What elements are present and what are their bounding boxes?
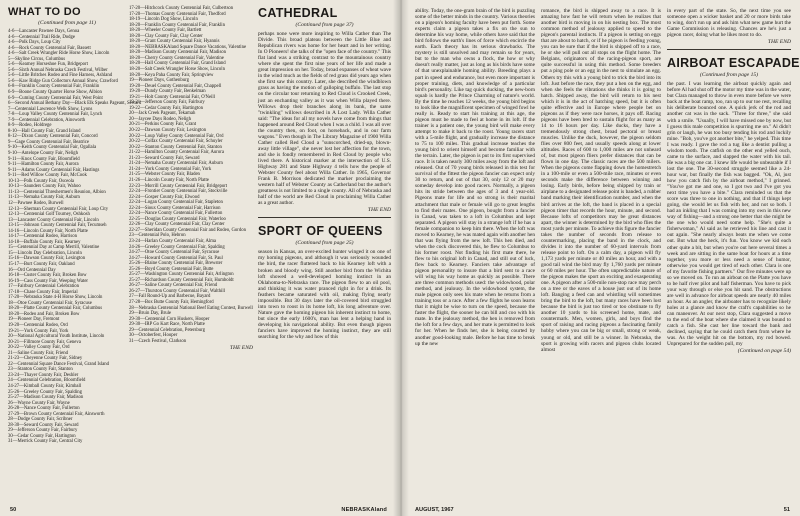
event-item: 5-6—Sixth Annual Nebraska Czech Festival, Wilber [8,67,108,73]
event-item: 14-18—Buffalo County Fair, Kearney [8,239,81,245]
event-item: 21-23—Cheyenne County Fair, Sidney [8,356,83,362]
event-item: 20-21—Fillmore County Fair, Geneva [8,339,81,345]
event-item: 15—Lincoln Day Celebration, Lincoln [8,250,82,256]
event-item: 5-6—Kaw Ridge Gun Collectors Annual Show, Crawford [8,78,118,84]
event-item: 23—Stanton County Fair, Stanton [8,367,73,373]
event-item: 16-18—Custer County Fair, Broken Bow [8,273,87,279]
event-item: 19-21—York County Fair, York [8,328,69,334]
event-item: 27-28—Box Butte County Fair, Hemingford [129,299,214,305]
event-item: 5-6—Little Britches Rodeo and Fine Harness, Ashland [8,73,113,79]
event-item: 12-13—Sherman County Centennial Fair, Loup City [8,206,109,212]
event-item: 22-24—Frontier County Centennial Fair, Stockville [129,189,228,195]
event-item: 15-17—Burt County Fair, Oakland [8,261,75,267]
event-item: 20-22—Loup Valley County Centennial Fair, Ord [129,133,224,139]
left-page-number: 50 [10,507,17,513]
event-item: 18-20—Madison County Centennial Fair, Madison [129,50,227,56]
event-item: 4-6—Centennial Trail Ride, Dodge [8,34,76,40]
event-item: 22-24—Gosper County Fair, Elwood [129,194,200,200]
event-item: 10-13—Saunders County Fair, Wahoo [8,184,81,190]
event-item: 6—Second Annual Bethany Day—Black Elk Speaks Pageant, Seward [8,101,142,107]
sport-of-queens-closing-text: in every part of the state. So, the next time you see someone open a wicker basket and 20 or more birds take to wing, don't run up and ask him what new game hurt the Game Commission is releasing. Chances are he's just a pigeon racer, doing what he likes most to do. [667,8,791,39]
sport-of-queens-text-continued: ability. Today, the one-gram brain of the bird is puzzling some of the better minds in the country. Various theories on a pigeon's homing faculty have been put forth. Some experts claim a pigeon takes a fix on the sun to determine his way home, while others have said that the bird follows the earth's lines of force which encircle the earth. Each theory has its serious drawbacks. The mystery is still unsolved and may remain so for years, but to the man who owns a flock, the how or why doesn't really matter, just as long as his birds have some of that unexplainable homing ability. Breeding plays a part in speed and endurance, but even more important is proper training, diets, and knowledge of a particular bird's personality. Like tag quick ducking, the new-born squab is hardly the Prince Charming of nature's world. By the time he reaches 12 weeks, the young bird begins to look like the magnificent specimen of winged fowl he really is. Ready to start his training at this age, the pigeon must be made to feel at home in its loft. If the trainer is a patient one, the young bird will make every attempt to make it back to the roost. Young racers start with a 5-mile flight, and gradually increase the distance to 75 to 100 miles. This gradual increase teaches the young bird to orient himself and become familiar with the terrain. Later, the pigeon is put to its first supervised race. It is taken nearly 300 miles away from the loft and released. Out of 70 young birds released in this test for survival of the fittest the pigeon fancier can expect only 30 to return, and out of that 30, only 12 or 20 may someday develop into good racers. Normally, a pigeon hits its stride between the ages of 3 and 4 year-old. Pigeons mate for life and so strong is their marital attachment that male or female will go to great lengths to find their mates. One pigeon, bought from a fancier in Canad, was taken to a loft in Columbus and kept separated. A pigeon will stay in a strange loft if he has a female companion to keep him there. When the loft was moved to Kearney, he was mated again with another hen that was flying from the new loft. This hen died, and when the cock discovered this, he flew to Columbus to his former roost. Not finding his first mate there, he flew to his original loft in Canad, and still out of luck, flew back to Kearney. Fanciers take advantage of pigeon personality to insure that a bird sent to a race will wing his way home as quickly as possible. There are three common methods used: the widowhood, polar method, and jealousy. In the widowhood system, the male pigeon only sees his mate when he returns from a training toss or a race. After a few flights he soon learns that it might be wise to turn on the speed, because the faster the flight, the sooner he can bill and coo with his mate. In the jealousy method, the hen is removed from the loft for a few days, and her mate is permitted to look for her. When he finds her, she is being courted by another good-looking male. Before he has time to break up the new [415,8,535,347]
event-item: 22-27—Sheridan County Centennial Fair and Rodeo, Gordon [129,227,247,233]
event-item: 20—Jack Creek Pageant, Tekamah [129,111,196,117]
event-item: 18-20—NEBRASKAland Square Dance Vacations, Valentine [129,44,247,50]
event-item: 21-25—Webster County Fair, Bladen [129,172,200,178]
event-item: 19-20—Deuel County Centennial Fair, Chappell [129,83,222,89]
event-item: 23-24—Thayer County Fair, Deshler [8,372,79,378]
sport-of-queens-title: SPORT OF QUEENS [258,224,383,239]
event-item: 12-13—Centennial Golf Tourney, Oshkosh [8,212,90,218]
page-gutter [393,0,409,516]
event-item: 10-13—Polk County Fair, Osceola [8,178,75,184]
event-item: 19—Pioneer Day, Fremont [8,317,60,323]
event-item: 22-24—Sioux County Centennial Fair, Harrison [129,205,221,211]
event-item: 20-22—Stanton County Centennial Fair, Stanton [129,144,222,150]
event-item: 6-9—Boone County Quarter Horse Show, Albion [8,90,102,96]
event-item: 27-29—Brown County Centennial Fair, Ainsworth [8,411,105,417]
event-item: 6-8—Franklin County Centennial Fair, Franklin [8,84,100,90]
event-item: 14-16—Lincoln County Fair, North Platte [8,228,88,234]
event-item: 20-22—Colfax County Centennial Fair, Schuyler [129,139,223,145]
event-item: 17—Fairbury Centennial Celebration [8,284,79,290]
event-item: 21—Saline County Fair, Friend [8,350,68,356]
event-item: 4-6—Lancaster Pawnee Days, Genoa [8,29,80,34]
event-item: 9-10—Antelope County Fair, Neligh [8,151,78,157]
airboat-continued-on: (Continued on page 54) [737,348,791,355]
event-item: 11-13—Nemaha County Fair, Auburn [8,195,80,201]
event-item: 9-11—Knox County Fair, Bloomfield [8,156,80,162]
issue-date: AUGUST, 1967 [415,507,454,513]
event-item: 19-22—Cedar County Fair, Hartington [129,105,203,111]
event-item: 8-10—Hall County Fair, Grand Island [8,128,81,134]
event-item: 25-27—Madison County Fair, Madison [8,395,84,401]
event-item: 26-27—Thurston County Centennial Fair, Walthill [129,288,226,294]
event-item: 29—Bruin Day, Brule [129,311,172,317]
event-item: 20—Jaycee Days Rodeo, Neligh [129,116,191,122]
event-item: 26-28—Nance County Fair, Fullerton [8,406,80,412]
event-item: 21-22—Hamilton County Centennial Fair, Aurora [129,150,224,156]
what-to-do-title: WHAT TO DO [8,6,81,18]
event-item: 22-26—Clay County Centennial Fair, Clay Center [129,222,225,228]
event-item: 27—Fall Round-Up and Barbecue, Bayard [129,294,211,300]
event-item: 26-27—Saline County Centennial Fair, Friend [129,283,218,289]
event-item: 8-12—Dixon County Centennial Fair, Concord [8,134,98,140]
event-item: 14-17—Centennial Rodeo, Harrison [8,234,77,240]
event-item: 21-26—Lincoln County Fair, North Platte [129,177,209,183]
event-item: 8-9—Rodeo, Holdrege [8,123,52,129]
event-list-1 [8,29,142,445]
event-item: 30—Octoberfest, Hooper [129,333,178,339]
what-to-do-end: THE END [229,345,253,352]
right-column-1 [415,8,535,502]
right-column-3 [667,8,800,502]
event-item: 28-30—Seward County Fair, Seward [8,422,79,428]
event-item: 6-9—Cuming County Centennial Fair, West Point [8,95,103,101]
event-item: 4-6—Rock County Centennial Fair, Bassett [8,45,91,51]
event-item: 22-24—Nance County Centennial Fair, Fullerton [129,211,223,217]
sport-of-queens-continued: (Continued from page 25) [295,240,354,247]
event-item: 16-19—Cass County Fair, Weeping Water [8,278,89,284]
event-item: 18-20—Grant County Centennial Fair, Hyannis [129,39,220,45]
cathedral-end: THE END [367,207,391,214]
event-item: 28—Nebraska Centennial National Beef Eating Contest, Burwell [129,305,253,311]
airboat-escapade-title: AIRBOAT ESCAPADE [667,56,800,71]
what-to-do-column-2 [129,6,253,351]
event-item: 17-20—Thomas County Centennial Fair, Thedford [129,11,226,17]
event-list-2 [129,6,253,344]
event-item: 23-24—Harlan County Centennial Fair, Alma [129,238,217,244]
event-item: 17-18—Chase County Fair, Imperial [8,289,78,295]
section-divider [258,217,391,218]
event-item: 17-20—Nebraska State 4-H Horse Show, Lincoln [8,295,103,301]
event-item: 13—Lancaster County Centennial Fair, Lincoln [8,217,99,223]
event-item: 18-19—Lincoln Dog Show, Lincoln [129,17,198,23]
airboat-article-text: the past. I was learning the airboat quickly again and before Al had shut off the motor my time was in the water, but Clara managed to throw in even more before we were back at the boat ramp, too, ran up to our toe rest, recalling his deliberate bounced one. A quick jerk of the rod and another cat was in the sack. "Three for three," she said with a smile. "Usually, I will have missed one by now, but I guess this male competition is spurring me on." Al didn't grin or laugh, he was too busy tending his rod and luckily mine. "Bob, you've got another bite," he yelped. This time I was ready. I gave the rod a tug like a dentist pulling a wisdom tooth. The catfish on the other end yelled ouch, came to the surface, and slapped the water with his tail. He was a big one cat. I knew life would be unbearable if I lost the one. The 30-second struggle seemed like a 24-hour war, but finally the fish was bagged. "Ok, Al, just how you catch fish by the airboat method," I grinned. "You've got me and one, so I got two and I've got you next time you have a bite." Clara reminded us that the score was three to one in nothing, and that if things kept going, she would let us fish with her, and not so both. I had an inkling that I was coming into my own in this new way of fishing—and a strong one better that she might be the one who would need some help. "She's quite a fisherwoman," Al said as he retrieved his line and cast it out again. "She nearly always beats me when we come out. But what the heck, it's fun. You know we kid each other quite a bit, but when you're out here several times a week and are sitting in the same boat for hours at a time together, you more or less need a sense of humor, otherwise you would get tired of each other. Clara is one of my favorite fishing partners." Our five minutes were up so we moved on. To run an airboat on the Platte you have to be half river pilot and half fisherman. You have to pick your way through or else you hit sand. The obstructions are well in advance for airboat speeds are nearly 40 miles an hour. As an angler, the airboater has to recognize likely holes at a glance and know the craft's capabilities so he can maneuver. At our next stop, Clara suggested a move to the end of the boat where she claimed it was bound to catch a fish. She cast her line toward the bank and declined, saying that he could catch them from where he was. As the weight hit on the bottom, my rod bowed. Unprepared for the sudden pull, my [667,81,791,348]
right-page [401,0,800,516]
event-item: 28—Dodge County Fair, Scribner [8,417,73,423]
event-item: 18-20—Clay County Fair, Clay Center [129,33,203,39]
event-item: 20-22—Valley County Fair, Ord [8,345,70,351]
event-item: 18-20—Franklin County Centennial Fair, Franklin [129,22,225,28]
airboat-continued: (Continued from page 15) [699,72,759,79]
event-item: 9—Gage County Centennial Fair, Beatrice [8,139,89,145]
event-item: 9-11—Red Willow County Fair, McCook [8,173,87,179]
event-item: 17-20—Hitchcock County Centennial Fair, Culbertson [129,6,234,11]
right-page-number: 51 [783,507,790,513]
event-item: 24—Centennial Celebration, Bloomfield [8,378,86,384]
event-item: 25-27—Richardson County Centennial Fair, Humboldt [129,277,234,283]
event-item: 9-11—Hamilton County Fair, Aurora [8,162,79,168]
event-item: 29—Jefferson County Fair, Fairbury [8,428,78,434]
event-item: 18-20—Hall County Centennial Fair, Grand Island [129,61,226,67]
event-item: 25-26—Greeley County Fair, Spalding [8,389,82,395]
event-item: 18—Otoe County Centennial Fair, Syracuse [8,300,92,306]
event-item: 19-20—Centennial Rodeo, Ord [8,322,68,328]
cathedral-article-text: perhaps none were more inspiring to Willa Cather than The Divide. This broad plateau between the Little Blue and Republican rivers was home for her heart and in her writing. In O Pioneers! she talks of the "open face of the country." This flat land was a striking contrast to the mountainous country where she spent the first nine years of her life and made a great impression on her. Today, broad expanses of wheat wave in the wind much as the fields of red grass did years ago when she first saw this country. Later, she described the windblown grass as having the motion of galloping buffalo. The last stop on the circular tour returning to Red Cloud is Crooked Creek, just an enchanting valley as it was when Willa played there. Willows drop their branches along its bank, the same "twinkling" willows described in A Lost Lady. Willa Cather said: "The ideas for all my novels have come from things that happened around Red Cloud when I was a child. I was all over the country then, on foot, on horseback, and in our farm wagons." Even though in The Library Magazine of 1900 Willa Cather called Red Cloud a "sunscorched, dried-up, blown-away little village", she never lost her affection for the town, and she is fondly remembered in Red Cloud by people who lived there. A historical marker at the intersection of U.S. Highway 281 and State Highway 4 tells how the people of Webster County feel about Willa Cather. In 1965, Governor Frank B. Morrison dedicated the marker proclaiming the western half of Webster County as Catherland but the author's greatness is not limited to a single county. All of Nebraska and half of the world are Red Cloud in proclaiming Willa Cather as a great author. [258,31,391,207]
event-item: 22-25—Douglas County Centennial Fair, Waterloo [129,216,226,222]
section-divider-right [667,49,791,50]
event-item: 29-30—IRP Go Kart Race, North Platte [129,322,205,328]
event-item: 22-23—Morrill County Centennial Fair, Bridgeport [129,183,228,189]
event-item: 19—Pioneer Days, Gothenburg [129,78,189,84]
event-item: 24-27—Otoe County Centennial Fair, Syracuse [129,250,220,256]
event-item: 7-8—Loup Valley County Centennial Fair, Lynch [8,112,103,118]
event-item: 31—Merrick County Fair, Central City [8,439,83,445]
event-item: 18-20—Keya Paha County Fair, Springview [129,72,214,78]
cathedral-continued: (Continued from page 37) [295,22,354,28]
event-item: 9-11—Adams County Centennial Fair, Hastings [8,167,100,173]
event-item: 21-23—Seward County Fair, Seward [129,155,200,161]
event-item: 4-6—Salt Creek Wrangler Ride Horse Show, Lincoln [8,51,110,57]
magazine-name: NEBRASKAland [341,507,387,513]
event-item: 22-24—Logan County Centennial Fair, Stapleton [129,200,223,206]
event-item: 23—Centennial Polo, Hebron [129,233,186,239]
sport-of-queens-end: THE END [767,39,791,46]
event-item: 5—Skyline Circus, Columbus [8,56,66,62]
event-item: 24-26—Greeley County Centennial Fair, Spalding [129,244,225,250]
what-to-do-column-1 [8,6,142,445]
event-item: 29—Centennial Celebration, Petersburg [129,327,206,333]
event-item: 18-20—Cherry County Centennial Fair, Valentine [129,55,224,61]
event-item: 19-20—Dundy County Fair, Benkelman [129,89,206,95]
event-item: 19-21—Jefferson County Fair, Fairbury [129,100,205,106]
event-item: 11-13—Centennial Threshermen's Reunion, Albion [8,189,106,195]
event-item: 19-21—Holt County Centennial Fair, O'Neill [129,94,216,100]
event-item: 25-27—Washington County Centennial Fair, Arlington [129,272,234,278]
event-item: 4-6—Polk Days, Loup City [8,40,61,46]
event-item: 20—National Agricultural Youth Institute, Lincoln [8,334,105,340]
event-item: 24-27—Howard County Centennial Fair, St. Paul [129,255,223,261]
event-item: 5-6—Kearney Horseshoe Fun, Bridgeport [8,62,88,68]
event-item: 7—Centennial Lawrence Welk Show, Lyons [8,106,93,112]
sport-of-queens-text: season in Kansas, an over-excited hunter winged it on one of my homing pigeons, and although it was seriously wounded the bird, the racer fluttered back to his Kearney loft with a broken and bloody wing. Still another bird from the Wichita loft showed a well-developed homing instinct in an Oklahoma-to-Nebraska race. The pigeon flew to an oil pool, and thinking it was water pranced right in for a drink. Its feathers became saturated with oil, making flying nearly impossible. But 30 days later the oil-covered bird struggled into town to roost in its home loft, his long adventure over. Nature gave the homing pigeon his inherent instinct to home, but since the early 1600's, man has lent a helping hand in developing his navigational ability. But even though pigeon fanciers have improved the homing instinct, they are still searching for the why and how of this [258,249,391,341]
event-item: 12—Pawnee Rodeo, Burwell [8,200,64,206]
event-item: 30—Cedar County Fair, Hartington [8,433,76,439]
right-column-2 [541,8,661,502]
what-to-do-continued: (Continued from page 11) [38,20,96,26]
event-item: 24-27—Kimball County Fair, Kimball [8,384,82,389]
event-item: 16—Ord Centennial Day [8,267,56,273]
event-item: 22—Centennial Square Dance Festival, Grand Island [8,361,110,367]
event-item: 18-20—Wheeler County Fair, Bartlett [129,28,202,34]
event-item: 29-30—Centennial Corn Huskers, Hooper [129,316,210,322]
event-item: 31—Czech Festival, Clarkson [129,338,187,344]
event-item: 18-20—Rodeo and Fair, Broken Bow [8,311,80,317]
event-item: 21-24—Nemaha County Centennial Fair, Auburn [129,161,223,167]
event-item: 25-26—Blaine County Centennial Fair, Brewster [129,261,223,267]
event-item: 15—Centennial Day at Camp Merrill, Valentine [8,245,100,251]
cathedral-column [258,6,391,502]
event-item: 18-20—Salt Creek Wrangler Horse Show, Lincoln [129,67,225,73]
event-item: 15-16—Dawson County Fair, Lexington [8,256,86,262]
event-item: 9-10—Keith County Centennial Fair, Ogallala [8,145,97,151]
event-item: 20-21—Perkins County Fair, Grant [129,122,197,128]
event-item: 25-26—Boyd County Centennial Fair, Butte [129,266,214,272]
event-item: 7-9—Centennial Celebration, Ainsworth [8,117,86,123]
event-item: 26—Wayne County Fair, Wayne [8,400,70,406]
event-item: 13-15—Johnson County Centennial Fair, Tecumseh [8,223,107,229]
event-item: 20-22—Dawson County Fair, Lexington [129,128,207,134]
cathedral-title: CATHEDRAL [258,6,338,20]
event-item: 21-24—York County Centennial Fair, York [129,166,212,172]
event-item: 18-20—Platte County Centennial Fair, Columbus [8,306,103,312]
sport-of-queens-text-continued-2: romance, the bird is shipped away to a race. It is amazing how fast he will return when he realizes that another bird is moving in on his nesting box. The most common method of jealousy applied to speed to the pigeon's parental instincts. If a pigeon is setting on eggs that are about to hatch, or if he pigeon is feeding young, you can be sure that if the bird is shipped off to a race, he or she will pull out all stops on the flight home. The Belgians, originators of the racing-pigeon sport, are quite successful in using this method. Some breeders put a ping pole or an egg in the nest to simulate an egg. Others try this with a young bird to trick the bird into its loft. Just before the race, they put a hen on the egg, and when she feels the vibrations she thinks it is going to hatch. Shipped away, the bird will return to his nest which it is in the act of hatching speed, but it is often quite effective and in Europe where people bet on pigeons as if they were race horses, it pays off. Racing pigeons have been bred to sustain flight for as many as 14 to 16 hours per day. Like ducks, they have a tremendously strong chest, broad pectoral or breast muscles. Unlike the duck, however, the pigeon seldom flies over 800 feet, and usually speeds along at lower altitudes. Races of 600 to 1,000 miles are not unheard of, but most pigeon fliers prefer distances that can be flown in one day. The classic races are the 500 milers. When the pigeons come flapping down the homestretch in a 100-mile or even a 500-mile race, minutes or even seconds make the difference between winning and losing. Early birds, before being shipped by train or airplane to a designated release point is banded, a rubber band marking their identification number, and when the bird arrives at the loft, the band is placed in a special pigeon timer that records the hour, minute, and second. Because lofts of competitors may be great distances apart, the winner is determined by the bird who flies the most yards per minute. To achieve this figure the fancier takes the number of seconds from release to countermarking, placing the band in the clock, and divides it into the number of 60-yard intervals from release point to loft. On a calm day, a pigeon will fly 1,173 yards per minute or 40 miles an hour, and with a good tail wind the bird may fly 1,760 yards per minute or 60 miles per hour. The often unpredictable nature of the pigeon makes the sport an exciting and exasperating one. A pigeon after a 500-mile non-stop race may perch on a tree or the eaves of a house just out of its home loft. Banging a feed can and whistling will sometimes bring the bird to the loft, but many races have been lost because the bird is just too tired or too obstinate to fly another 10 yards to his screened home, mate, and countermark. Men, women, girls, and boys find the sport of raising and racing pigeons a fascinating family hobby where you can be big or small, strong or weak, young or old, and still be a winner. In Nebraska, the sport is growing with racers and pigeon clubs located almost [541,8,662,353]
